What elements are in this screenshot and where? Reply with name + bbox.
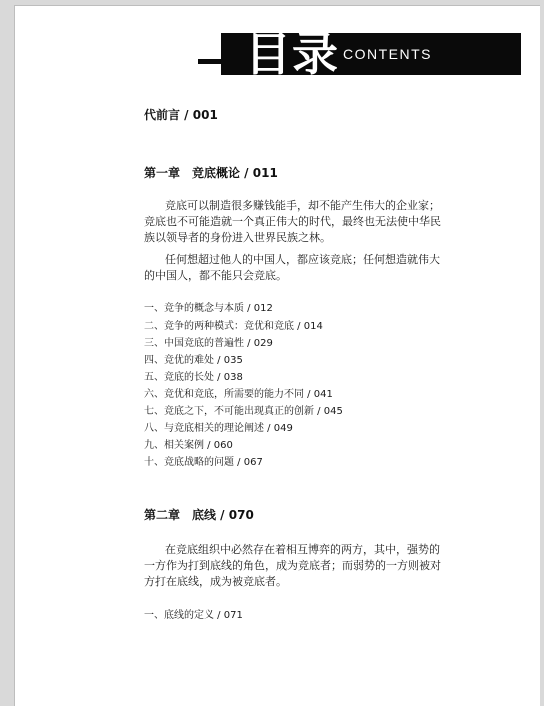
toc-subtitle: CONTENTS: [343, 46, 432, 62]
chapter1-para2-line2: 的中国人，都不能只会竞底。: [144, 269, 287, 282]
header-banner-stub: [198, 59, 221, 64]
toc-item[interactable]: 二、竞争的两种模式：竞优和竞底 / 014: [144, 321, 323, 332]
chapter1-para1-line1: 竞底可以制造很多赚钱能手，却不能产生伟大的企业家；: [165, 199, 440, 212]
toc-item[interactable]: 九、相关案例 / 060: [144, 440, 233, 451]
toc-item[interactable]: 七、竞底之下，不可能出现真正的创新 / 045: [144, 406, 343, 417]
toc-item[interactable]: 十、竞底战略的问题 / 067: [144, 457, 263, 468]
toc-item[interactable]: 三、中国竞底的普遍性 / 029: [144, 338, 273, 349]
toc-item[interactable]: 八、与竞底相关的理论阐述 / 049: [144, 423, 293, 434]
toc-item[interactable]: 一、底线的定义 / 071: [144, 610, 243, 621]
chapter1-para1-line2: 竞底也不可能造就一个真正伟大的时代，最终也无法使中华民: [144, 215, 441, 228]
chapter2-para1-line3: 方打在底线，成为被竞底者。: [144, 575, 287, 588]
chapter1-heading: 第一章 竞底概论 / 011: [144, 166, 278, 180]
chapter2-para1-line2: 一方作为打到底线的角色，成为竞底者；而弱势的一方则被对: [144, 559, 441, 572]
chapter2-para1-line1: 在竞底组织中必然存在着相互博弈的两方，其中，强势的: [165, 543, 440, 556]
toc-item[interactable]: 五、竞底的长处 / 038: [144, 372, 243, 383]
toc-item[interactable]: 六、竞优和竞底，所需要的能力不同 / 041: [144, 389, 333, 400]
document-page: [14, 5, 540, 706]
toc-item[interactable]: 四、竞优的难处 / 035: [144, 355, 243, 366]
chapter1-para1-line3: 族以领导者的身份进入世界民族之林。: [144, 231, 331, 244]
chapter2-heading: 第二章 底线 / 070: [144, 508, 254, 522]
preface-entry: 代前言 / 001: [144, 108, 218, 122]
toc-item[interactable]: 一、竞争的概念与本质 / 012: [144, 303, 273, 314]
toc-title: 目录: [245, 27, 339, 81]
chapter1-para2-line1: 任何想超过他人的中国人，都应该竞底；任何想造就伟大: [165, 253, 440, 266]
